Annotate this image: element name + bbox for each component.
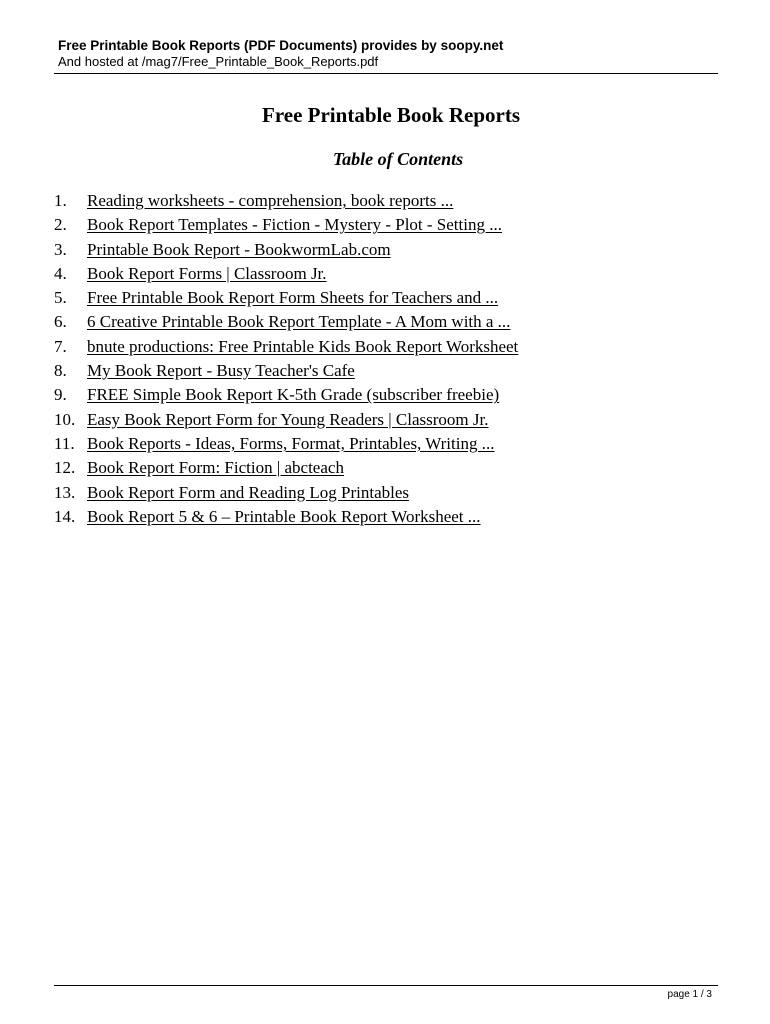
toc-link[interactable]: bnute productions: Free Printable Kids Book Report Worksheet: [87, 336, 519, 356]
toc-link[interactable]: Reading worksheets - comprehension, book reports ...: [87, 191, 454, 210]
toc-item: [54, 262, 724, 286]
toc-item-number: 12.: [54, 458, 76, 478]
toc-item: [54, 383, 724, 407]
toc-link[interactable]: Book Report Templates - Fiction - Mystery - Plot - Setting ...: [87, 215, 502, 235]
toc-item-number: 4.: [54, 263, 67, 283]
toc-link[interactable]: Printable Book Report - BookwormLab.com: [87, 239, 391, 259]
toc-item: [54, 189, 724, 213]
toc-item: [54, 408, 724, 432]
toc-item-number: 2.: [54, 215, 67, 235]
toc-item-number: 5.: [54, 288, 67, 308]
toc-item: [54, 213, 724, 237]
toc-item-number: 14.: [54, 506, 76, 526]
toc-link[interactable]: Book Report Form and Reading Log Printables: [87, 482, 410, 502]
toc-item: [54, 432, 724, 456]
table-of-contents: [54, 189, 724, 529]
toc-link[interactable]: My Book Report - Busy Teacher's Cafe: [87, 361, 355, 381]
toc-link[interactable]: Book Report Form: Fiction | abcteach: [87, 458, 344, 478]
toc-item: [54, 310, 724, 334]
toc-item: [54, 359, 724, 383]
toc-item-number: 11.: [54, 433, 75, 453]
page-number: page 1 / 3: [667, 989, 712, 1000]
header-hosted-line: And hosted at /mag7/Free_Printable_Book_Reports.pdf: [58, 54, 379, 69]
toc-link[interactable]: FREE Simple Book Report K-5th Grade (subscriber freebie): [87, 385, 500, 405]
toc-link[interactable]: 6 Creative Printable Book Report Template - A Mom with a ...: [87, 312, 511, 332]
toc-link[interactable]: Free Printable Book Report Form Sheets for Teachers and ...: [87, 288, 499, 308]
toc-link[interactable]: Book Reports - Ideas, Forms, Format, Printables, Writing ...: [87, 433, 495, 453]
toc-item: [54, 505, 724, 529]
document-title: Free Printable Book Reports: [262, 103, 520, 127]
header-divider: [54, 73, 718, 74]
toc-item: [54, 286, 724, 310]
toc-item-number: 13.: [54, 482, 76, 502]
toc-link[interactable]: Book Report 5 & 6 – Printable Book Report Worksheet ...: [87, 506, 481, 526]
toc-item-number: 3.: [54, 239, 67, 259]
toc-link[interactable]: Easy Book Report Form for Young Readers | Classroom Jr.: [87, 409, 489, 429]
toc-item: [54, 238, 724, 262]
toc-item-number: 10.: [54, 409, 76, 429]
toc-item: [54, 481, 724, 505]
toc-heading: Table of Contents: [332, 149, 464, 169]
toc-item: [54, 456, 724, 480]
toc-item-number: 8.: [54, 361, 67, 381]
page-header: [58, 38, 718, 70]
toc-link[interactable]: Book Report Forms | Classroom Jr.: [87, 263, 327, 283]
footer-divider: [54, 985, 718, 986]
toc-item-number: 9.: [54, 385, 67, 405]
header-source-line: Free Printable Book Reports (PDF Documents) provides by soopy.net: [58, 38, 504, 53]
toc-item-number: 1.: [54, 191, 67, 210]
toc-item: [54, 335, 724, 359]
toc-item-number: 7.: [54, 336, 67, 356]
toc-item-number: 6.: [54, 312, 67, 332]
